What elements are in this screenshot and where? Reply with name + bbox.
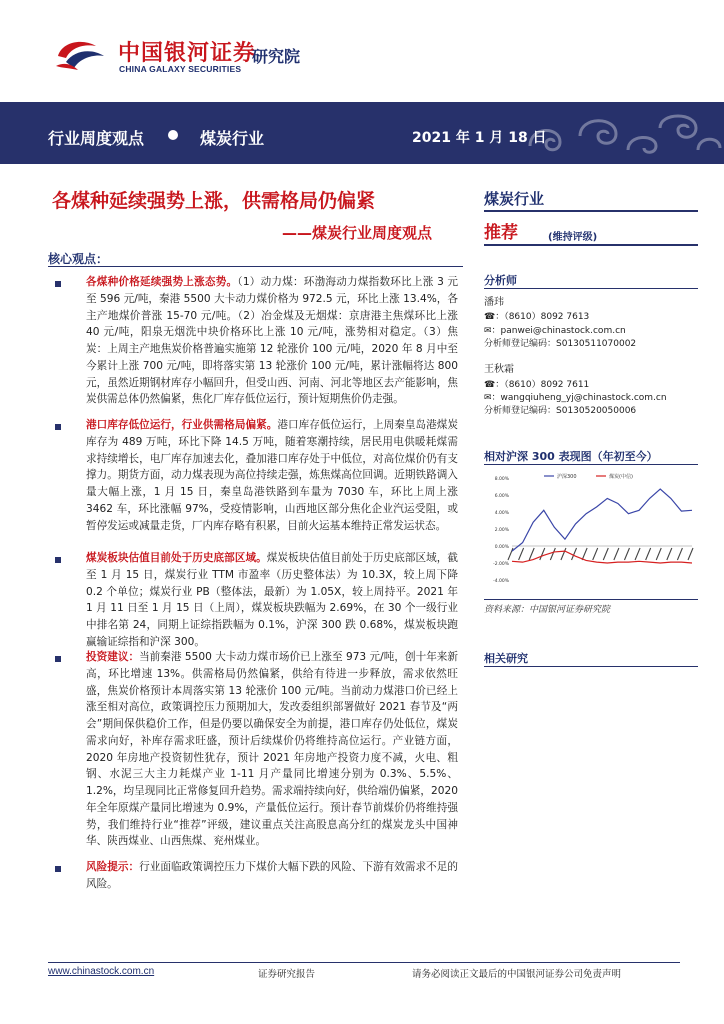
report-type: 行业周度观点: [48, 129, 145, 148]
x-tick-label: [603, 548, 608, 560]
logo-chinese-name: 中国银河证券: [118, 41, 257, 66]
core-viewpoints-label: 核心观点：: [48, 252, 109, 266]
related-research-title: 相关研究: [484, 652, 528, 665]
core-divider: [48, 266, 463, 267]
institute-label: 研究院: [252, 47, 301, 66]
paragraph-text: 行业面临政策调控压力下煤价大幅下跌的风险、下游有效需求不足的风险。: [86, 861, 459, 890]
y-tick-label: -2.00%: [493, 562, 509, 567]
x-tick-label: [677, 548, 682, 560]
y-tick-label: -4.00%: [493, 579, 509, 584]
paragraph-inventory: [86, 417, 458, 534]
chart-title: 相对沪深 300 表现图（年初至今）: [484, 450, 658, 463]
legend-label: 煤炭(中信): [609, 474, 633, 480]
series-line: [512, 489, 692, 551]
y-tick-label: 2.00%: [494, 528, 509, 533]
relative-performance-chart: [484, 468, 698, 596]
paragraph-text: 当前秦港 5500 大卡动力煤市场价已上涨至 973 元/吨，创十年来新高，环比增速 13%。供需格局仍然偏紧，供给有待进一步释放，需求依然旺盛，焦炭价格预计本周落实第 13 轮涨价 100 元/吨。当前动力煤港口价已经上涨至相对高位，政策调控压力预期加大，发改委组织部署做好 2021 春节及“两会”期间保供稳价工作，但是仍要以确保安全为前提，港口库存仍处低位，煤炭需求向好，补库存需求旺盛，预计后续煤价仍将维持高位运行。产业链方面，2020 年房地产投资韧性犹存，预计 2021 年房地产投资力度不减，火电、粗钢、水泥三大主力耗煤产业 1-11 月产量同比增速分别为 0.3%、5.5%、1.2%，均呈现同比正常修复回升趋势。需求端持续向好，供给端仍偏紧，2020 年全年原煤产量同比增速为 0.9%，产量低位运行。预计春节前煤价仍将维持强势，我们维持行业“推荐”评级，建议重点关注高股息高分红的煤炭龙头中国神华、陕西煤业、山西焦煤、兖州煤业。: [86, 651, 459, 848]
x-tick-label: [582, 548, 587, 560]
x-tick-label: [688, 548, 693, 560]
y-tick-label: 4.00%: [494, 511, 509, 516]
banner-separator-dot: [168, 130, 178, 140]
y-tick-label: 0.00%: [494, 545, 509, 550]
bullet-icon: [55, 424, 61, 430]
legend-label: 沪深300: [557, 474, 577, 480]
logo-english-name: CHINA GALAXY SECURITIES: [119, 64, 242, 74]
analyst-email[interactable]: ✉：wangqiuheng_yj@chinastock.com.cn: [484, 393, 667, 403]
paragraph-text: （1）动力煤：环渤海动力煤指数环比上涨 3 元至 596 元/吨，秦港 5500 大卡动力煤价格为 972.5 元，环比上涨 13.4%，各主产地煤价普涨 15-70 元/吨。（2）冶金煤及无烟煤：京唐港主焦煤环比上涨 40 元/吨，阳泉无烟洗中块价格环比上涨 10 元/吨，涨势相对稳定。（3）焦炭：上周主产地焦炭价格普遍实施第 12 轮涨价 100 元/吨，2020 年 8 月中至今累计上涨 700 元/吨，即将落实第 13 轮涨价 100 元/吨，累计涨幅将达 800 元，虽然近期钢材库存小幅回升，但受山西、河南、河北等地区去产能影响，焦炭供需总体仍然偏紧，焦化厂库存低位运行，预计短期焦价仍走强。: [86, 276, 458, 406]
x-tick-label: [624, 548, 629, 560]
paragraph-heading: 港口库存低位运行，行业供需格局偏紧。: [86, 419, 278, 431]
footer-divider: [48, 962, 680, 963]
analyst-phone: ☎：（8610）8092 7613: [484, 312, 590, 322]
recommendation-label: 推荐: [484, 223, 518, 243]
paragraph-prices: [86, 274, 458, 408]
analyst-cert: 分析师登记编码：S0130511070002: [484, 339, 637, 349]
paragraph-risk: [86, 859, 458, 893]
analyst-cert: 分析师登记编码：S0130520050006: [484, 406, 637, 416]
x-tick-label: [550, 548, 555, 560]
x-tick-label: [656, 548, 661, 560]
cloud-pattern-icon: [520, 106, 724, 160]
y-tick-label: 6.00%: [494, 494, 509, 499]
chart-divider: [484, 464, 698, 465]
chart-source: 资料来源：中国银河证券研究院: [484, 605, 611, 615]
paragraph-investment-advice: [86, 649, 458, 850]
x-tick-label: [529, 548, 534, 560]
x-tick-label: [593, 548, 598, 560]
report-title: 各煤种延续强势上涨，供需格局仍偏紧: [52, 190, 376, 212]
sidebar-industry: 煤炭行业: [484, 190, 545, 208]
analyst-name: 王秋霜: [484, 364, 514, 375]
bullet-icon: [55, 281, 61, 287]
galaxy-logo-icon: [52, 36, 108, 72]
analysts-divider: [484, 288, 698, 289]
footer-label: 证券研究报告: [258, 969, 316, 980]
related-divider: [484, 666, 698, 667]
sidebar-divider: [484, 244, 698, 246]
analyst-phone: ☎：（8610）8092 7611: [484, 380, 590, 390]
analyst-name: 潘玮: [484, 297, 504, 308]
paragraph-text: 港口库存低位运行，上周秦皇岛港煤炭库存为 489 万吨，环比下降 14.5 万吨，随着寒潮持续，居民用电供暖耗煤需求持续增长，电厂库存加速去化，叠加港口库存处于中低位，对高位煤价仍有支撑力。期货方面，动力煤表现为高位持续走强，炼焦煤高位回调。近期铁路调入量大幅上涨，1 月 15 日，秦皇岛港铁路到车量为 7030 车，环比上周上涨 3462 车，环比涨幅 97%，受疫情影响，山西地区部分焦化企业汽运受阻，或暂停发运或减量走货，厂内库存略有积累，目前火运基本维持正常发运状态。: [86, 419, 459, 532]
paragraph-text: 煤炭板块估值目前处于历史底部区域，截至 1 月 15 日，煤炭行业 TTM 市盈率（历史整体法）为 10.3X，较上周下降 0.2 个单位；煤炭行业 PB（整体法，最新）为 1.05X，较上周持平。2021 年 1 月 11 日至 1 月 15 日（上周），煤炭板块跌幅为 2.69%，在 30 个一级行业中排名第 24，同期上证综指跌幅为 0.1%，沪深 300 跌 0.68%，煤炭板块跑赢输证综指和沪深 300。: [86, 552, 458, 648]
x-tick-label: [614, 548, 619, 560]
paragraph-valuation: [86, 550, 458, 651]
chart-bottom-divider: [484, 599, 698, 600]
x-tick-label: [561, 548, 566, 560]
x-tick-label: [635, 548, 640, 560]
x-tick-label: [519, 548, 524, 560]
report-date: 2021 年 1 月 18 日: [412, 130, 547, 146]
analyst-email[interactable]: ✉：panwei@chinastock.com.cn: [484, 326, 626, 336]
x-tick-label: [667, 548, 672, 560]
x-tick-label: [646, 548, 651, 560]
bullet-icon: [55, 557, 61, 563]
report-subtitle: ——煤炭行业周度观点: [282, 224, 433, 242]
footer-disclaimer: 请务必阅读正文最后的中国银河证券公司免责声明: [412, 969, 622, 980]
bullet-icon: [55, 866, 61, 872]
rating-note: (维持评级): [548, 232, 598, 243]
banner-industry: 煤炭行业: [200, 129, 265, 148]
paragraph-heading: 各煤种价格延续强势上涨态势。: [86, 276, 238, 288]
sidebar-divider: [484, 210, 698, 212]
bullet-icon: [55, 656, 61, 662]
website-link[interactable]: www.chinastock.com.cn: [48, 966, 155, 977]
series-line: [512, 551, 692, 563]
paragraph-heading: 煤炭板块估值目前处于历史底部区域。: [86, 552, 267, 564]
paragraph-heading: 投资建议：: [86, 651, 140, 663]
analysts-title: 分析师: [484, 274, 517, 287]
y-tick-label: 8.00%: [494, 477, 509, 482]
x-tick-label: [540, 548, 545, 560]
paragraph-heading: 风险提示：: [86, 861, 140, 873]
